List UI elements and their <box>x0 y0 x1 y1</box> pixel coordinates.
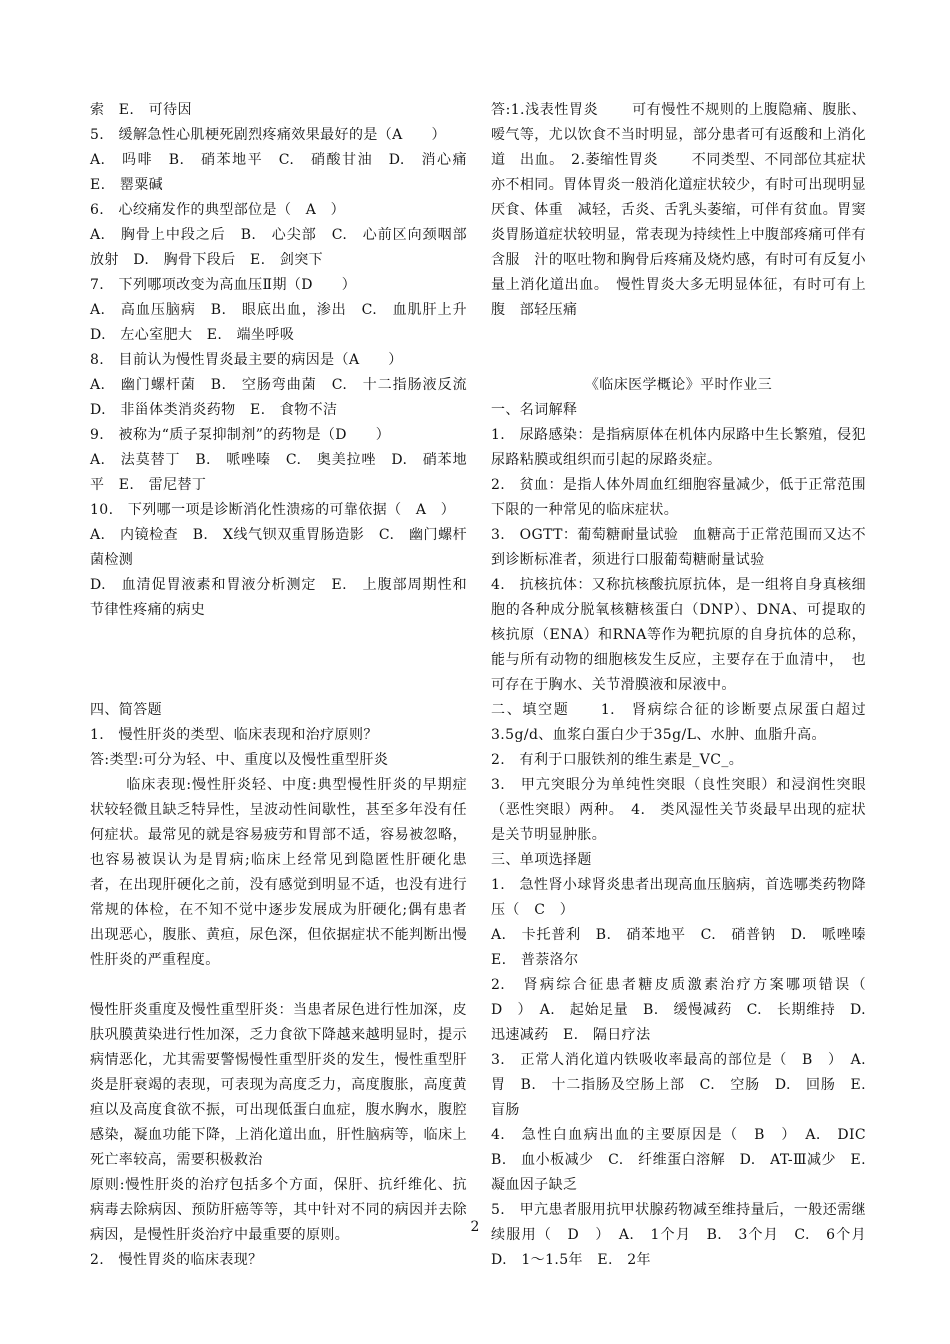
mcq-3: 3. 正常人消化道内铁吸收率最高的部位是（ B ） A. 胃 B. 十二指肠及空肠上部 C. 空肠 D. 回肠 E. 盲肠 <box>491 1052 881 1118</box>
definition-3: 3. OGTT：葡萄糖耐量试验 血糖高于正常范围而又达不到诊断标准者，须进行口服葡萄糖耐量试验 <box>491 527 866 568</box>
mcq-1-options: A. 卡托普利 B. 硝苯地平 C. 硝普钠 D. 哌唑嗪 E. 普萘洛尔 <box>491 927 881 968</box>
question-8: 8. 目前认为慢性胃炎最主要的病因是（A ） <box>90 352 403 368</box>
left-column <box>90 98 482 1273</box>
mcq-2: 2. 肾病综合征患者糖皮质激素治疗方案哪项错误（ D ） A. 起始足量 B. 缓慢减药 C. 长期维持 D. 迅速减药 E. 隔日疗法 <box>491 977 881 1043</box>
definition-1: 1. 尿路感染：是指病原体在机体内尿路中生长繁殖，侵犯尿路粘膜或组织而引起的尿路炎症。 <box>491 427 866 468</box>
fill-3-4: 3. 甲亢突眼分为单纯性突眼（良性突眼）和浸润性突眼（恶性突眼）两种。 4. 类风湿性关节炎最早出现的症状是关节明显肿胀。 <box>491 777 866 843</box>
q4-tail: 索 E. 可待因 <box>90 102 192 118</box>
definition-4: 4. 抗核抗体：又称抗核酸抗原抗体，是一组将自身真核细胞的各种成分脱氧核糖核蛋白（DNP）、DNA、可提取的 核抗原（ENA）和RNA等作为靶抗原的自身抗体的总称，能与所有动物的细胞核发生反应，主要存在于血清中， 也可存在于胸水、关节滑膜液和尿液中。 <box>491 577 881 693</box>
short-answer-1-question: 1. 慢性肝炎的类型、临床表现和治疗原则？ <box>90 727 378 743</box>
question-6: 6. 心绞痛发作的典型部位是（ A ） <box>90 202 346 218</box>
short-answer-1-types: 答:类型:可分为轻、中、重度以及慢性重型肝炎 <box>90 752 389 768</box>
short-answer-1-clinical: 临床表现:慢性肝炎轻、中度:典型慢性肝炎的早期症状较轻微且缺乏特异性，呈波动性间歇性，甚至多年没有任何症状。最常见的就是容易疲劳和胃部不适，容易被忽略，也容易被误认为是胃病;临床上经常见到隐匿性肝硬化患者，在出现肝硬化之前，没有感觉到明显不适，也没有进行常规的体检，在不知不觉中逐步发展成为肝硬化;偶有患者出现恶心，腹胀、黄疸，尿色深，但依据症状不能判断出慢性肝炎的严重程度。 <box>90 777 467 968</box>
mcq-4: 4. 急性白血病出血的主要原因是（ B ） A. DIC B. 血小板减少 C. 纤维蛋白溶解 D. AT-Ⅲ减少 E. 凝血因子缺乏 <box>491 1127 881 1193</box>
short-answer-2-answer: 答:1.浅表性胃炎 可有慢性不规则的上腹隐痛、腹胀、嗳气等，尤以饮食不当时明显，部分患者可有返酸和上消化道 出血。 2.萎缩性胃炎 不同类型、不同部位其症状亦不相同。胃体胃炎一般消化道症状较少，有时可出现明显厌食、体重 减轻，舌炎、舌乳头萎缩，可伴有贫血。胃窦炎胃肠道症状较明显，常表现为持续性上中腹部疼痛可伴有含服 汁的呕吐物和胸骨后疼痛及烧灼感，有时可有反复小量上消化道出血。 慢性胃炎大多无明显体征，有时可有上腹 部轻压痛 <box>491 102 866 318</box>
short-answer-1-severe: 慢性肝炎重度及慢性重型肝炎：当患者尿色进行性加深，皮肤巩膜黄染进行性加深，乏力食欲下降越来越明显时，提示病情恶化，尤其需要警惕慢性重型肝炎的发生，慢性重型肝炎是肝衰竭的表现，可表现为高度乏力，高度腹胀，高度黄疸以及高度食欲不振，可出现低蛋白血症，腹水胸水，腹腔感染，凝血功能下降，上消化道出血，肝性脑病等，临床上死亡率较高，需要积极救治 <box>90 1002 467 1168</box>
question-8-options: A. 幽门螺杆菌 B. 空肠弯曲菌 C. 十二指肠液反流 D. 非甾体类消炎药物 E. 食物不洁 <box>90 377 482 418</box>
question-9-options: A. 法莫替丁 B. 哌唑嗪 C. 奥美拉唑 D. 硝苯地平 E. 雷尼替丁 <box>90 452 467 493</box>
section-1-heading: 一、名词解释 <box>491 402 578 418</box>
section-2-fill-1: 二、填空题 1. 肾病综合征的诊断要点尿蛋白超过3.5g/d、血浆白蛋白少于35g/L、水肿、血脂升高。 <box>491 702 866 743</box>
fill-2: 2. 有利于口服铁剂的维生素是_VC_。 <box>491 752 744 768</box>
question-9: 9. 被称为“质子泵抑制剂”的药物是（D ） <box>90 427 391 443</box>
section-3-heading: 三、单项选择题 <box>491 852 592 868</box>
right-column <box>491 98 881 1273</box>
mcq-5: 5. 甲亢患者服用抗甲状腺药物减至维持量后，一般还需继续服用（ D ） A. 1个月 B. 3个月 C. 6个月 D. 1～1.5年 E. 2年 <box>491 1202 881 1268</box>
definition-2: 2. 贫血：是指人体外周血红细胞容量减少，低于正常范围下限的一种常见的临床症状。 <box>491 477 866 518</box>
section-4-heading: 四、简答题 <box>90 702 162 718</box>
mcq-1: 1. 急性肾小球肾炎患者出现高血压脑病，首选哪类药物降压（ C ） <box>491 877 866 918</box>
question-5: 5. 缓解急性心肌梗死剧烈疼痛效果最好的是（A ） <box>90 127 446 143</box>
question-6-options: A. 胸骨上中段之后 B. 心尖部 C. 心前区向颈咽部放射 D. 胸骨下段后 E. 剑突下 <box>90 227 467 268</box>
short-answer-1-treatment: 原则:慢性肝炎的治疗包括多个方面，保肝、抗纤维化、抗病毒去除病因、预防肝癌等等，其中针对不同的病因并去除病因，是慢性肝炎治疗中最重要的原则。 <box>90 1177 467 1243</box>
question-7-options: A. 高血压脑病 B. 眼底出血，渗出 C. 血肌肝上升 D. 左心室肥大 E. 端坐呼吸 <box>90 302 482 343</box>
homework-title: 《临床医学概论》平时作业三 <box>584 377 773 393</box>
question-10: 10. 下列哪一项是诊断消化性溃疡的可靠依据（ A ） <box>90 502 456 518</box>
question-10-options-2: D. 血清促胃液素和胃液分析测定 E. 上腹部周期性和节律性疼痛的病史 <box>90 577 467 618</box>
question-7: 7. 下列哪项改变为高血压Ⅱ期（D ） <box>90 277 357 293</box>
question-5-options: A. 吗啡 B. 硝苯地平 C. 硝酸甘油 D. 消心痛 E. 罂粟碱 <box>90 152 482 193</box>
page-number: 2 <box>470 1219 480 1235</box>
short-answer-2-question: 2. 慢性胃炎的临床表现？ <box>90 1252 263 1268</box>
question-10-options-1: A. 内镜检查 B. X线气钡双重胃肠造影 C. 幽门螺杆菌检测 <box>90 527 467 568</box>
